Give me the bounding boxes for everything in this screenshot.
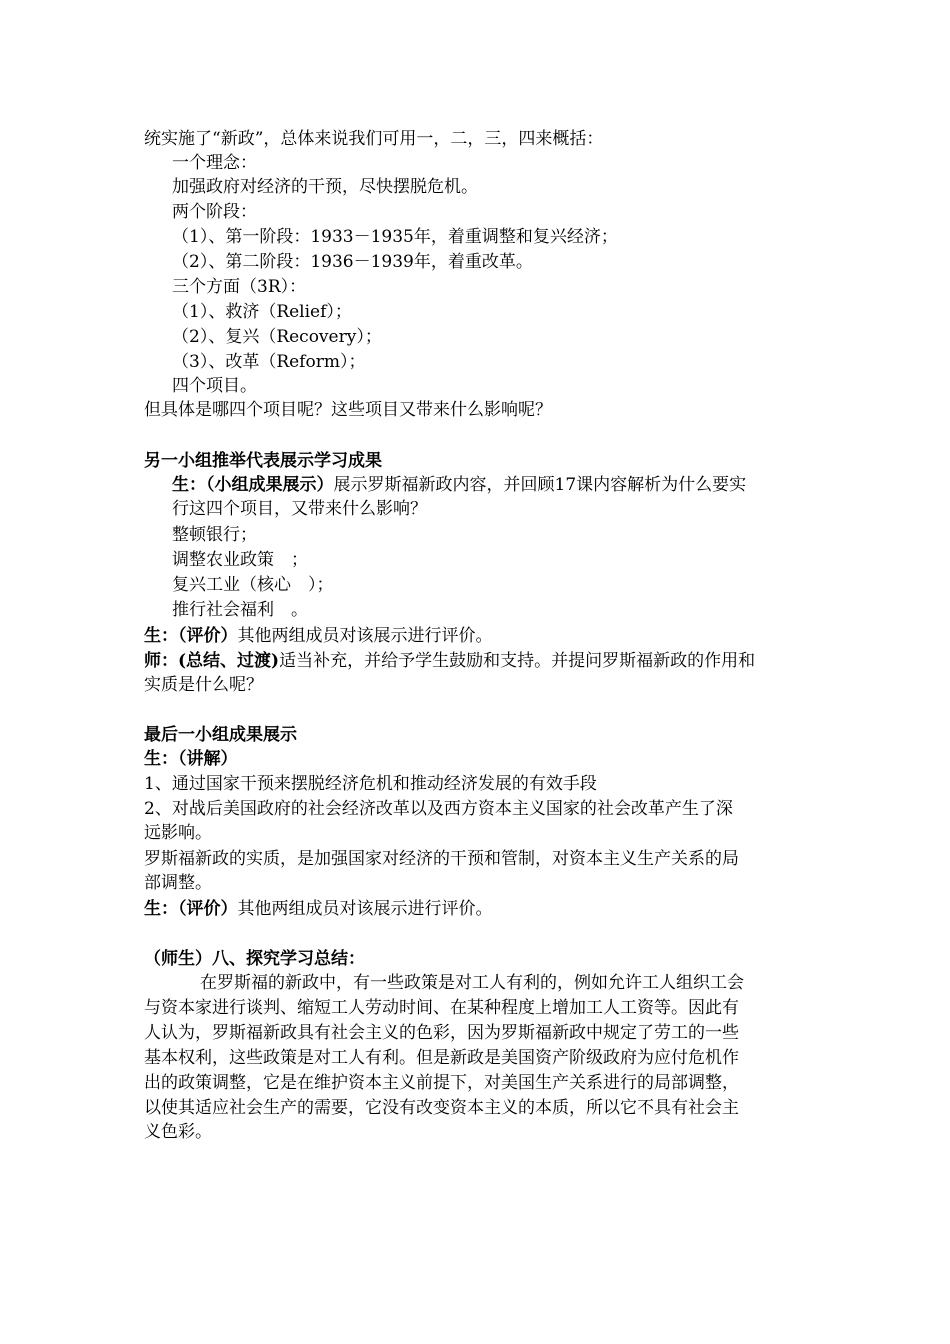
summary-paragraph-line: 与资本家进行谈判、缩短工人劳动时间、在某种程度上增加工人工资等。因此有 (144, 998, 739, 1018)
teacher-text: 适当补充，并给予学生鼓励和支持。并提问罗斯福新政的作用和 (279, 651, 756, 671)
summary-heading: （师生）八、探究学习总结： (144, 949, 365, 969)
aspect-recovery: （2）、复兴（Recovery）； (172, 327, 382, 347)
three-aspects-heading: 三个方面（3R）： (172, 277, 307, 297)
point-2: 2、对战后美国政府的社会经济改革以及西方资本主义国家的社会改革产生了深 (144, 799, 733, 819)
project-item: 复兴工业（核心 ）； (172, 575, 334, 595)
evaluation-label: 生：（评价） (144, 899, 238, 919)
one-concept-heading: 一个理念： (172, 153, 257, 173)
stage-1: （1）、第一阶段：1933－1935年，着重调整和复兴经济； (172, 227, 618, 247)
point-1: 1、通过国家干预来摆脱经济危机和推动经济发展的有效手段 (144, 774, 597, 794)
essence-line-cont: 部调整。 (144, 873, 212, 893)
summary-paragraph-line: 出的政策调整，它是在维护资本主义前提下，对美国生产关系进行的局部调整， (144, 1073, 739, 1093)
essence-line: 罗斯福新政的实质，是加强国家对经济的干预和管制，对资本主义生产关系的局 (144, 849, 739, 869)
aspect-relief: （1）、救济（Relief）； (172, 302, 352, 322)
stage-2: （2）、第二阶段：1936－1939年，着重改革。 (172, 252, 533, 272)
summary-paragraph-line: 义色彩。 (144, 1122, 212, 1142)
student-explain-label: 生：（讲解） (144, 749, 238, 769)
question-line: 但具体是哪四个项目呢？这些项目又带来什么影响呢？ (144, 400, 552, 420)
teacher-line (144, 649, 755, 673)
section-heading-group2: 另一小组推举代表展示学习成果 (144, 451, 382, 471)
intro-line: 统实施了“新政”，总体来说我们可用一，二，三，四来概括： (144, 129, 604, 149)
teacher-text-cont: 实质是什么呢？ (144, 675, 263, 695)
summary-paragraph-line: 在罗斯福的新政中，有一些政策是对工人有利的，例如允许工人组织工会 (200, 973, 744, 993)
aspect-reform: （3）、改革（Reform）； (172, 352, 366, 372)
teacher-label: 师：(总结、过渡) (144, 651, 280, 671)
section-heading-group3: 最后一小组成果展示 (144, 725, 297, 745)
four-projects-heading: 四个项目。 (172, 376, 257, 396)
point-2-cont: 远影响。 (144, 823, 212, 843)
summary-paragraph-line: 人认为，罗斯福新政具有社会主义的色彩，因为罗斯福新政中规定了劳工的一些 (144, 1023, 739, 1043)
student-presentation-line (172, 473, 746, 497)
student-text-cont: 行这四个项目，又带来什么影响？ (172, 499, 427, 519)
one-concept-text: 加强政府对经济的干预，尽快摆脱危机。 (172, 177, 478, 197)
evaluation-text: 其他两组成员对该展示进行评价。 (237, 626, 493, 646)
student-label: 生：（小组成果展示） (172, 475, 334, 495)
project-item: 整顿银行； (172, 525, 257, 545)
project-item: 推行社会福利 。 (172, 600, 308, 620)
evaluation-line (144, 624, 493, 648)
evaluation-text: 其他两组成员对该展示进行评价。 (237, 899, 493, 919)
summary-paragraph-line: 以使其适应社会生产的需要，它没有改变资本主义的本质，所以它不具有社会主 (144, 1098, 739, 1118)
evaluation-line-2 (144, 897, 493, 921)
evaluation-label: 生：（评价） (144, 626, 238, 646)
summary-paragraph-line: 基本权利，这些政策是对工人有利。但是新政是美国资产阶级政府为应付危机作 (144, 1048, 739, 1068)
two-stages-heading: 两个阶段： (172, 202, 257, 222)
student-text: 展示罗斯福新政内容，并回顾17课内容解析为什么要实 (333, 475, 747, 495)
project-item: 调整农业政策 ； (172, 550, 308, 570)
